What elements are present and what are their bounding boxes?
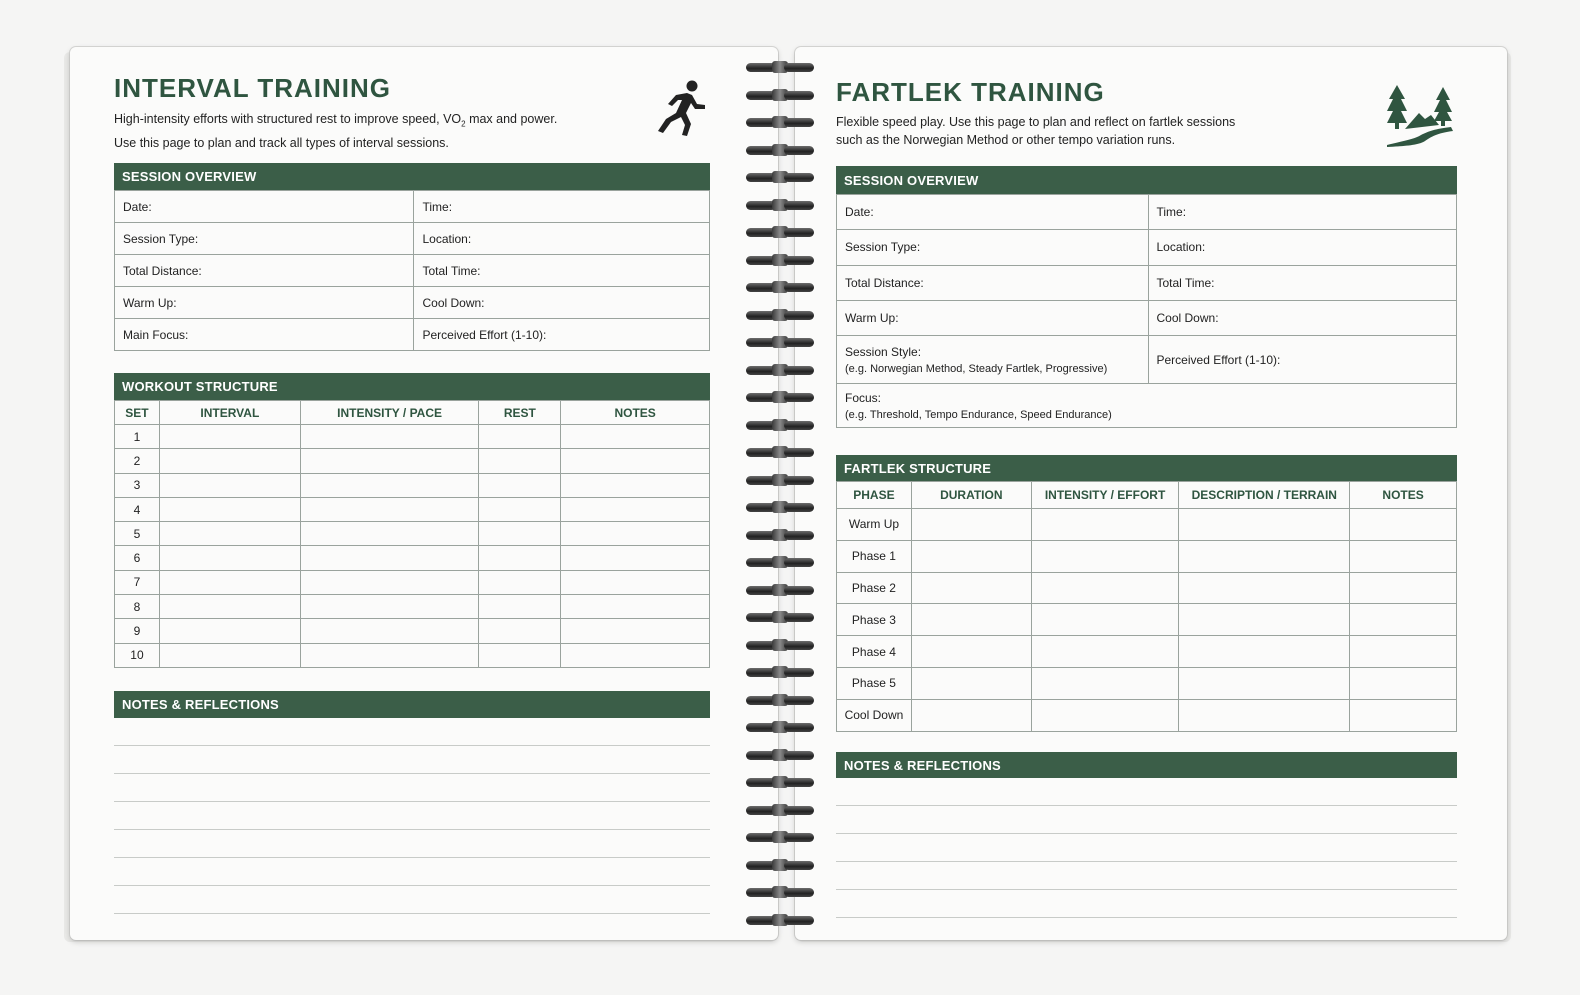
overview-row [115,319,710,351]
notes-cell[interactable] [561,570,710,594]
intensity-effort-cell[interactable] [1031,572,1179,604]
notes-reflections-header: NOTES & REFLECTIONS [836,752,1457,778]
rest-cell[interactable] [479,522,561,546]
interval-cell[interactable] [159,595,300,619]
notes-reflections-header: NOTES & REFLECTIONS [114,691,710,718]
intensity-pace-cell[interactable] [300,643,479,667]
spiral-ring [744,528,818,542]
intensity-effort-cell[interactable] [1031,540,1179,572]
date-field[interactable]: Date: [837,195,1149,230]
notes-cell[interactable] [1350,540,1457,572]
notes-cell[interactable] [561,595,710,619]
notes-cell[interactable] [1350,509,1457,541]
session-style-hint: (e.g. Norwegian Method, Steady Fartlek, Progressive) [845,362,1108,375]
table-row [115,546,710,570]
intensity-pace-cell[interactable] [300,473,479,497]
intensity-effort-cell[interactable] [1031,636,1179,668]
perceived-effort-label: Perceived Effort (1-10): [1156,352,1281,367]
spiral-ring [744,88,818,102]
total-time-field[interactable]: Total Time: [414,255,710,287]
focus-field[interactable] [837,384,1457,428]
overview-row [837,195,1457,230]
workout-structure-table [114,400,710,668]
notes-cell[interactable] [561,619,710,643]
table-row [115,570,710,594]
interval-cell[interactable] [159,425,300,449]
fartlek-structure-header: FARTLEK STRUCTURE [836,455,1457,481]
intensity-pace-cell[interactable] [300,595,479,619]
spiral-ring [744,913,818,927]
table-row [115,643,710,667]
spiral-ring [744,473,818,487]
duration-cell[interactable] [911,699,1031,731]
session-type-field[interactable]: Session Type: [837,230,1149,265]
rest-cell[interactable] [479,546,561,570]
interval-training-page [70,47,778,940]
rest-cell[interactable] [479,425,561,449]
phase-label: Warm Up [837,509,912,541]
intensity-effort-cell[interactable] [1031,699,1179,731]
set-number: 9 [115,619,160,643]
notes-lines[interactable] [114,718,710,914]
intensity-effort-cell[interactable] [1031,509,1179,541]
cool-down-field[interactable]: Cool Down: [414,287,710,319]
intensity-effort-cell[interactable] [1031,604,1179,636]
set-number: 2 [115,449,160,473]
notes-cell[interactable] [561,473,710,497]
table-row [837,604,1457,636]
set-number: 1 [115,425,160,449]
interval-cell[interactable] [159,497,300,521]
notes-cell[interactable] [1350,572,1457,604]
spiral-ring [744,143,818,157]
table-row [115,522,710,546]
notes-cell[interactable] [561,497,710,521]
session-type-field[interactable]: Session Type: [115,223,414,255]
set-number: 4 [115,497,160,521]
duration-cell[interactable] [911,667,1031,699]
column-header-phase: PHASE [837,482,912,509]
session-overview-table [836,194,1457,428]
interval-cell[interactable] [159,643,300,667]
interval-cell[interactable] [159,546,300,570]
page-subtitle [114,110,594,152]
duration-cell[interactable] [911,636,1031,668]
focus-hint: (e.g. Threshold, Tempo Endurance, Speed Endurance) [845,408,1112,421]
spiral-ring [744,830,818,844]
rest-cell[interactable] [479,643,561,667]
column-header-duration: DURATION [911,482,1031,509]
notes-cell[interactable] [1350,699,1457,731]
overview-row [837,300,1457,335]
description-terrain-cell[interactable] [1179,636,1350,668]
intensity-pace-cell[interactable] [300,570,479,594]
phase-label: Phase 1 [837,540,912,572]
subtitle-line-2: such as the Norwegian Method or other tempo variation runs. [836,133,1176,147]
spiral-ring [744,390,818,404]
spiral-ring [744,253,818,267]
page-subtitle [836,113,1296,149]
table-row [837,667,1457,699]
phase-label: Phase 5 [837,667,912,699]
table-row [115,425,710,449]
set-number: 7 [115,570,160,594]
overview-row [115,255,710,287]
page-title: FARTLEK TRAINING [836,77,1105,107]
spiral-ring [744,363,818,377]
spiral-ring [744,858,818,872]
phase-label: Phase 2 [837,572,912,604]
description-terrain-cell[interactable] [1179,667,1350,699]
duration-cell[interactable] [911,604,1031,636]
spiral-ring [744,115,818,129]
subtitle-text: High-intensity efforts with structured rest to improve speed, VO [114,112,462,126]
table-row [115,473,710,497]
description-terrain-cell[interactable] [1179,509,1350,541]
set-number: 3 [115,473,160,497]
spiral-ring [744,555,818,569]
time-field[interactable]: Time: [414,191,710,223]
focus-label: Focus: [845,390,882,405]
set-number: 8 [115,595,160,619]
runner-icon [654,79,708,137]
warm-up-field[interactable]: Warm Up: [837,300,1149,335]
table-row [837,540,1457,572]
table-row [115,595,710,619]
date-field[interactable]: Date: [115,191,414,223]
notes-cell[interactable] [561,425,710,449]
notes-cell[interactable] [1350,667,1457,699]
spiral-ring [744,610,818,624]
spiral-ring [744,418,818,432]
time-field[interactable]: Time: [1148,195,1457,230]
description-terrain-cell[interactable] [1179,572,1350,604]
intensity-pace-cell[interactable] [300,449,479,473]
rest-cell[interactable] [479,449,561,473]
total-distance-field[interactable]: Total Distance: [837,265,1149,300]
set-number: 10 [115,643,160,667]
overview-row [115,191,710,223]
spiral-ring [744,170,818,184]
phase-label: Cool Down [837,699,912,731]
spiral-ring [744,693,818,707]
table-row [115,619,710,643]
overview-row [115,287,710,319]
overview-row [115,223,710,255]
session-overview-header: SESSION OVERVIEW [114,163,710,190]
notes-cell[interactable] [561,449,710,473]
session-overview-header: SESSION OVERVIEW [836,166,1457,194]
duration-cell[interactable] [911,572,1031,604]
page-title: INTERVAL TRAINING [114,73,392,103]
set-number: 5 [115,522,160,546]
location-field[interactable]: Location: [1148,230,1457,265]
column-header-interval: INTERVAL [159,401,300,425]
table-row [837,636,1457,668]
description-terrain-cell[interactable] [1179,604,1350,636]
spiral-ring [744,583,818,597]
spiral-ring [744,775,818,789]
interval-cell[interactable] [159,522,300,546]
intensity-pace-cell[interactable] [300,619,479,643]
spiral-ring [744,280,818,294]
intensity-pace-cell[interactable] [300,522,479,546]
notes-cell[interactable] [561,546,710,570]
notes-cell[interactable] [561,522,710,546]
spiral-ring [744,748,818,762]
spiral-ring [744,225,818,239]
interval-cell[interactable] [159,449,300,473]
main-focus-field[interactable]: Main Focus: [115,319,414,351]
spiral-ring [744,500,818,514]
intensity-pace-cell[interactable] [300,425,479,449]
spiral-ring [744,665,818,679]
table-row [115,497,710,521]
spiral-ring [744,720,818,734]
total-distance-field[interactable]: Total Distance: [115,255,414,287]
column-header-notes: NOTES [561,401,710,425]
interval-cell[interactable] [159,570,300,594]
phase-label: Phase 3 [837,604,912,636]
spiral-ring [744,60,818,74]
spiral-ring [744,308,818,322]
overview-row [837,230,1457,265]
perceived-effort-field[interactable] [1148,336,1457,384]
table-row [837,572,1457,604]
spiral-binding [744,60,818,930]
subtitle-text-end: max and power. [465,112,558,126]
table-row [115,449,710,473]
intensity-pace-cell[interactable] [300,497,479,521]
notes-cell[interactable] [561,643,710,667]
table-row [837,509,1457,541]
subtitle-subscript: 2 [461,119,466,129]
rest-cell[interactable] [479,497,561,521]
spiral-ring [744,885,818,899]
spiral-ring [744,803,818,817]
intensity-effort-cell[interactable] [1031,667,1179,699]
fartlek-structure-table [836,481,1457,732]
spiral-ring [744,335,818,349]
set-number: 6 [115,546,160,570]
total-time-field[interactable]: Total Time: [1148,265,1457,300]
spiral-ring [744,638,818,652]
notes-lines[interactable] [836,778,1457,918]
trees-path-icon [1385,85,1455,147]
duration-cell[interactable] [911,509,1031,541]
intensity-pace-cell[interactable] [300,546,479,570]
cool-down-field[interactable]: Cool Down: [1148,300,1457,335]
column-header-set: SET [115,401,160,425]
warm-up-field[interactable]: Warm Up: [115,287,414,319]
rest-cell[interactable] [479,570,561,594]
interval-cell[interactable] [159,473,300,497]
notes-cell[interactable] [1350,604,1457,636]
session-overview-table [114,190,710,351]
column-header-description-terrain: DESCRIPTION / TERRAIN [1179,482,1350,509]
fartlek-training-page [795,47,1507,940]
spiral-ring [744,198,818,212]
workout-structure-header: WORKOUT STRUCTURE [114,373,710,400]
location-field[interactable]: Location: [414,223,710,255]
notes-cell[interactable] [1350,636,1457,668]
subtitle-line-1: Flexible speed play. Use this page to plan and reflect on fartlek sessions [836,115,1236,129]
phase-label: Phase 4 [837,636,912,668]
overview-row [837,265,1457,300]
description-terrain-cell[interactable] [1179,699,1350,731]
perceived-effort-1-10-field[interactable]: Perceived Effort (1-10): [414,319,710,351]
session-style-field[interactable] [837,336,1149,384]
description-terrain-cell[interactable] [1179,540,1350,572]
spiral-ring [744,445,818,459]
rest-cell[interactable] [479,473,561,497]
subtitle-line-2: Use this page to plan and track all types of interval sessions. [114,135,449,150]
rest-cell[interactable] [479,595,561,619]
table-row [837,699,1457,731]
column-header-notes: NOTES [1350,482,1457,509]
column-header-intensity-effort: INTENSITY / EFFORT [1031,482,1179,509]
session-style-label: Session Style: [845,344,922,359]
rest-cell[interactable] [479,619,561,643]
duration-cell[interactable] [911,540,1031,572]
interval-cell[interactable] [159,619,300,643]
column-header-rest: REST [479,401,561,425]
column-header-intensity-pace: INTENSITY / PACE [300,401,479,425]
